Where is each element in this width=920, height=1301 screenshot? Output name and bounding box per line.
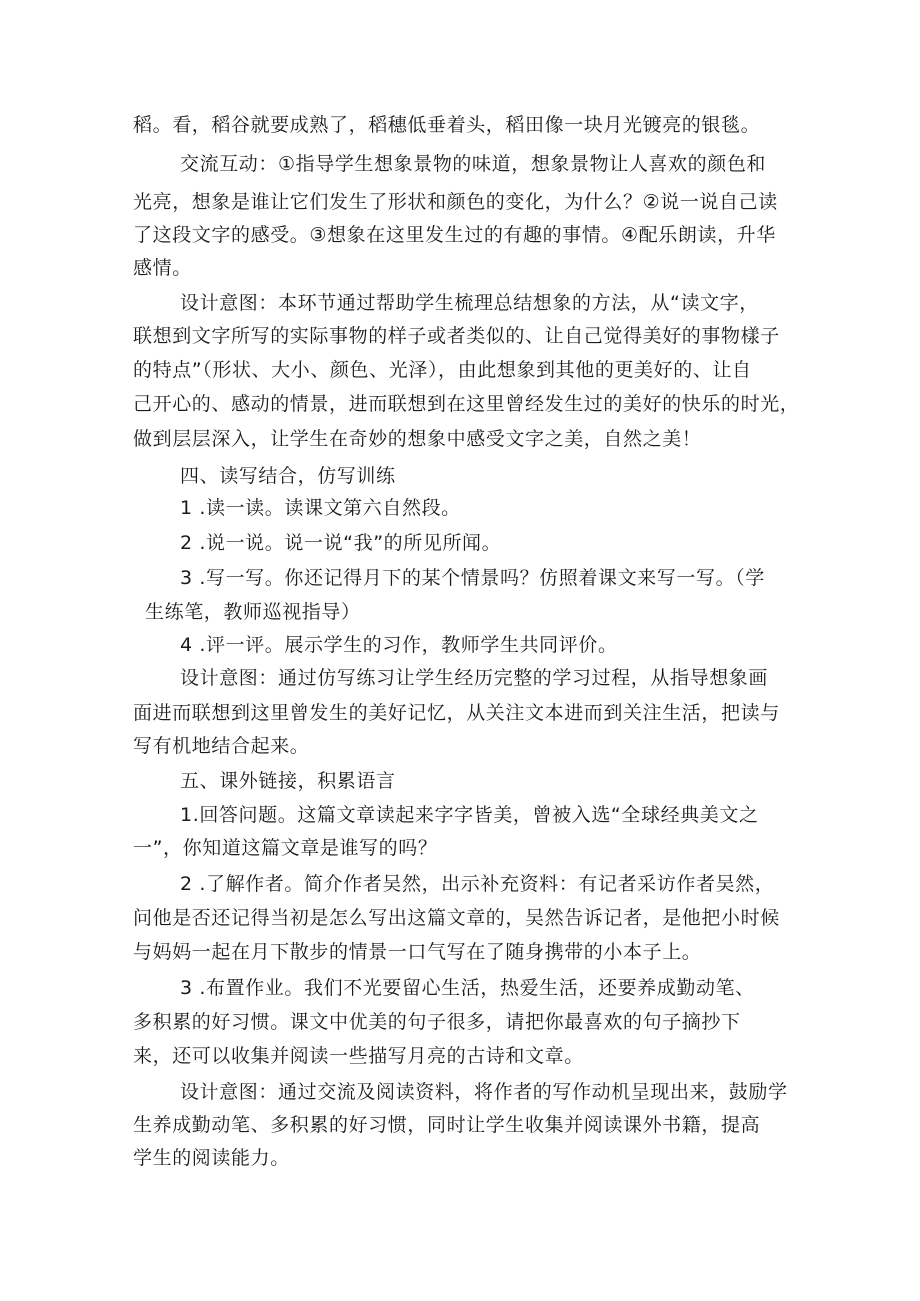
text-line: 2 .说一说。说一说“我”的所见所闻。: [180, 532, 502, 554]
text-line: 1 .读一读。读课文第六自然段。: [180, 497, 461, 519]
text-line: 1.回答问题。这篇文章读起来字字皆美，曾被入选“全球经典美文之: [180, 804, 759, 826]
text-line: 生练笔，教师巡视指导）: [145, 601, 361, 623]
text-line: 问他是否还记得当初是怎么写出这篇文章的，吴然告诉记者，是他把小时候: [133, 907, 780, 929]
text-line: 交流互动：①指导学生想象景物的味道，想象景物让人喜欢的颜色和: [180, 153, 767, 175]
text-line: 2 .了解作者。简介作者吴然，出示补充资料：有记者采访作者吴然，: [180, 873, 775, 895]
text-line: 3 .布置作业。我们不光要留心生活，热爱生活，还要养成勤动笔、: [180, 977, 755, 999]
text-line: 一”，你知道这篇文章是谁写的吗？: [133, 837, 438, 859]
text-line: 写有机地结合起来。: [133, 735, 310, 757]
section-heading: 五、课外链接，积累语言: [180, 770, 396, 792]
text-line: 与妈妈一起在月下散步的情景一口气写在了随身携带的小本子上。: [133, 941, 702, 963]
text-line: 了这段文字的感受。③想象在这里发生过的有趣的事情。④配乐朗读，升华: [133, 224, 776, 246]
text-line: 做到层层深入，让学生在奇妙的想象中感受文字之美，自然之美！: [133, 428, 702, 450]
text-line: 学生的阅读能力。: [133, 1147, 290, 1169]
text-line: 的特点”（形状、大小、颜色、光泽），由此想象到其他的更美好的、让自: [133, 359, 752, 381]
text-line: 己开心的、感动的情景，进而联想到在这里曾经发生过的美好的快乐的时光，: [133, 393, 800, 415]
text-line: 面进而联想到这里曾发生的美好记忆，从关注文本进而到关注生活，把读与: [133, 702, 780, 724]
text-line: 来，还可以收集并阅读一些描写月亮的古诗和文章。: [133, 1045, 584, 1067]
text-line: 设计意图：本环节通过帮助学生梳理总结想象的方法，从“读文字，: [180, 292, 759, 314]
text-line: 稻。看，稻谷就要成熟了，稻穗低垂着头，稻田像一块月光镀亮的银毯。: [133, 114, 761, 136]
text-line: 4 .评一评。展示学生的习作，教师学生共同评价。: [180, 634, 618, 656]
text-line: 设计意图：通过交流及阅读资料，将作者的写作动机呈现出来，鼓励学: [180, 1081, 788, 1103]
text-line: 设计意图：通过仿写练习让学生经历完整的学习过程，从指导想象画: [180, 667, 769, 689]
text-line: 生养成勤动笔、多积累的好习惯，同时让学生收集并阅读课外书籍，提高: [133, 1114, 761, 1136]
text-line: 多积累的好习惯。课文中优美的句子很多，请把你最喜欢的句子摘抄下: [133, 1011, 741, 1033]
section-heading: 四、读写结合，仿写训练: [180, 465, 396, 487]
text-line: 联想到文字所写的实际事物的样子或者类似的、让自己觉得美好的事物樣子: [133, 325, 780, 347]
text-line: 感情。: [133, 257, 192, 279]
text-line: 光亮，想象是谁让它们发生了形状和颜色的变化，为什么？②说一说自己读: [133, 191, 778, 213]
text-line: 3 .写一写。你还记得月下的某个情景吗？仿照着课文来写一写。（学: [180, 567, 765, 589]
